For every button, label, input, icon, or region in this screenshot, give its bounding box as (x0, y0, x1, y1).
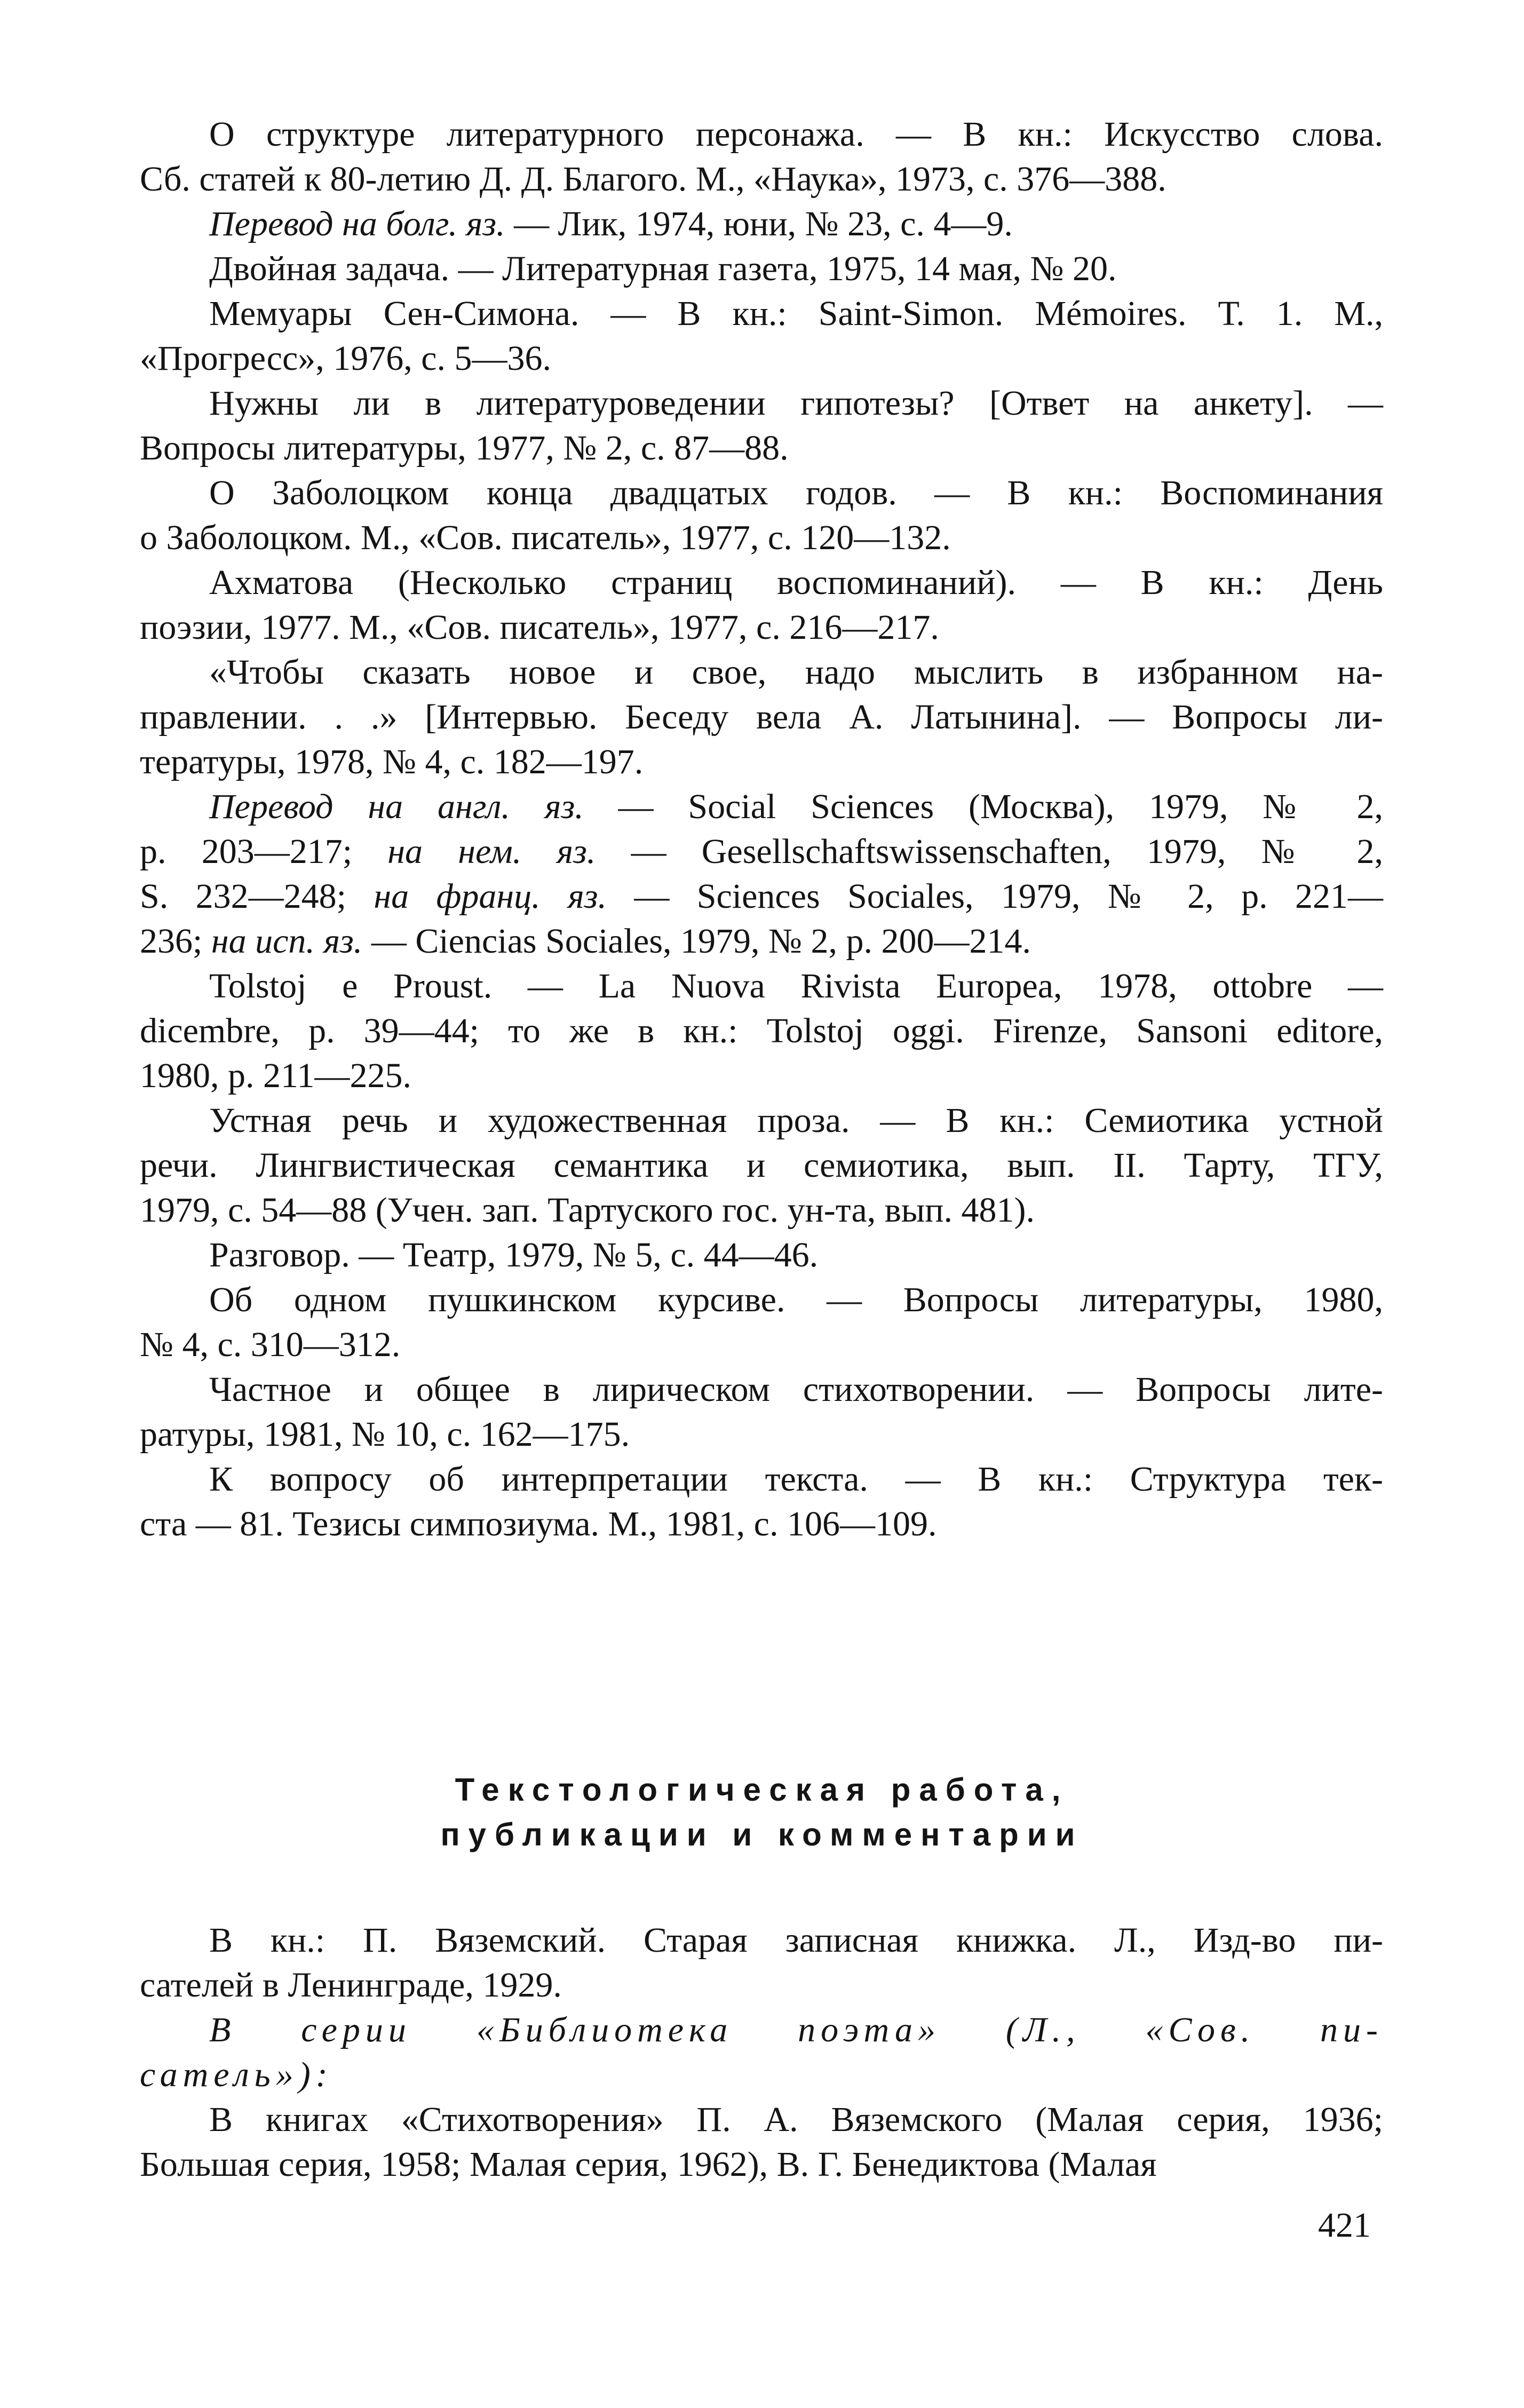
text-run: — Gesellschaftswissenschaften, 1979, № 2, (596, 832, 1383, 871)
text-run: Ахматова (Несколько страниц воспоминаний). — В кн.: День (209, 563, 1383, 602)
bibliography-line (209, 291, 1383, 336)
bibliography-line (140, 157, 1166, 202)
text-run: p. 203—217; (140, 832, 388, 871)
text-run: сателей в Ленинграде, 1929. (140, 1966, 562, 2005)
text-run: В книгах «Стихотворения» П. А. Вяземского (Малая серия, 1936; (209, 2100, 1383, 2139)
bibliography-line (140, 1188, 1035, 1233)
bibliography-line (209, 1278, 1383, 1322)
italic-text: Перевод на болг. яз. (209, 204, 505, 243)
text-run: К вопросу об интерпретации текста. — В кн.: Структура тек- (209, 1460, 1383, 1499)
bibliography-line (140, 1009, 1383, 1054)
text-run: — Лик, 1974, юни, № 23, с. 4—9. (505, 204, 1013, 243)
text-run: Большая серия, 1958; Малая серия, 1962), В. Г. Бенедиктова (Малая (140, 2145, 1157, 2184)
section-line (209, 1918, 1383, 1963)
text-run: Нужны ли в литературоведении гипотезы? [Ответ на анкету]. — (209, 384, 1383, 423)
section-heading-line-2: публикации и комментарии (440, 1817, 1084, 1852)
bibliography-line (209, 471, 1383, 516)
text-run: dicembre, p. 39—44; то же в кн.: Tolstoj oggi. Firenze, Sansoni editore, (140, 1011, 1383, 1050)
bibliography-line (140, 1143, 1383, 1188)
text-run: ста — 81. Тезисы симпозиума. М., 1981, с. 106—109. (140, 1504, 937, 1543)
bibliography-line (140, 516, 951, 560)
bibliography-line (140, 695, 1383, 740)
text-run: Сб. статей к 80-летию Д. Д. Благого. М., «Наука», 1973, с. 376—388. (140, 160, 1166, 199)
bibliography-line (209, 381, 1383, 426)
bibliography-line (209, 1367, 1383, 1412)
bibliography-line (140, 740, 643, 785)
text-run: правлении. . .» [Интервью. Беседу вела А. Латынина]. — Вопросы ли- (140, 698, 1383, 736)
italic-text: на исп. яз. (211, 922, 363, 961)
text-run: о Заболоцком. М., «Сов. писатель», 1977, с. 120—132. (140, 518, 951, 557)
section-line (140, 2142, 1157, 2187)
section-line (140, 1963, 562, 2008)
bibliography-line (209, 650, 1383, 695)
text-run: «Чтобы сказать новое и свое, надо мыслить в избранном на- (209, 653, 1383, 692)
text-run: 1979, с. 54—88 (Учен. зап. Тартуского гос. ун-та, вып. 481). (140, 1191, 1035, 1230)
bibliography-line (209, 1233, 818, 1278)
text-run: Tolstoj e Proust. — La Nuova Rivista Europea, 1978, ottobre — (209, 967, 1383, 1005)
text-run: Об одном пушкинском курсиве. — Вопросы литературы, 1980, (209, 1280, 1383, 1319)
section-heading-line-1: Текстологическая работа, (455, 1772, 1069, 1808)
section-line (209, 2097, 1383, 2142)
bibliography-line (209, 247, 1116, 291)
bibliography-line (209, 560, 1383, 605)
bibliography-line (140, 426, 789, 471)
text-run: Двойная задача. — Литературная газета, 1975, 14 мая, № 20. (209, 249, 1117, 288)
text-run: поэзии, 1977. М., «Сов. писатель», 1977, с. 216—217. (140, 608, 939, 647)
page-number: 421 (1318, 2206, 1371, 2245)
text-run: 1980, p. 211—225. (140, 1056, 412, 1095)
text-run: Мемуары Сен-Симона. — В кн.: Saint-Simon. Mémoires. Т. 1. М., (209, 294, 1383, 333)
text-run: «Прогресс», 1976, с. 5—36. (140, 339, 552, 378)
bibliography-line (140, 1502, 936, 1547)
text-run: — Sciences Sociales, 1979, № 2, p. 221— (606, 877, 1383, 916)
section-line (209, 2008, 1383, 2053)
italic-text: В серии «Библиотека поэта» (Л., «Сов. пи- (209, 2010, 1383, 2049)
bibliography-line (209, 112, 1383, 157)
bibliography-line (140, 336, 551, 381)
bibliography-line (140, 874, 1383, 919)
bibliography-line (140, 829, 1383, 874)
text-run: № 4, с. 310—312. (140, 1325, 401, 1364)
bibliography-line (140, 1322, 400, 1367)
italic-text: сатель»): (140, 2055, 333, 2094)
text-run: 236; (140, 922, 211, 961)
italic-text: Перевод на англ. яз. (209, 787, 584, 826)
bibliography-line (140, 1054, 411, 1098)
text-run: Вопросы литературы, 1977, № 2, с. 87—88. (140, 429, 789, 468)
text-run: ратуры, 1981, № 10, с. 162—175. (140, 1415, 630, 1454)
bibliography-line (209, 1098, 1383, 1143)
section-line (140, 2053, 333, 2097)
text-run: тературы, 1978, № 4, с. 182—197. (140, 742, 644, 781)
bibliography-line (140, 919, 1031, 964)
bibliography-line (209, 202, 1013, 247)
text-run: — Ciencias Sociales, 1979, № 2, p. 200—214. (362, 922, 1031, 961)
italic-text: на франц. яз. (374, 877, 607, 916)
bibliography-line (209, 964, 1383, 1009)
italic-text: на нем. яз. (387, 832, 596, 871)
bibliography-line (209, 1457, 1383, 1502)
text-run: Устная речь и художественная проза. — В кн.: Семиотика устной (209, 1101, 1383, 1140)
text-run: — Social Sciences (Москва), 1979, № 2, (583, 787, 1383, 826)
text-run: О структуре литературного персонажа. — В кн.: Искусство слова. (209, 115, 1383, 154)
bibliography-line (209, 785, 1383, 829)
text-run: Разговор. — Театр, 1979, № 5, с. 44—46. (209, 1235, 819, 1274)
text-run: В кн.: П. Вяземский. Старая записная книжка. Л., Изд-во пи- (209, 1921, 1383, 1960)
text-run: речи. Лингвистическая семантика и семиотика, вып. II. Тарту, ТГУ, (140, 1146, 1383, 1185)
text-run: Частное и общее в лирическом стихотворении. — Вопросы лите- (209, 1370, 1383, 1409)
bibliography-line (140, 605, 939, 650)
text-run: О Заболоцком конца двадцатых годов. — В кн.: Воспоминания (209, 473, 1383, 512)
text-run: S. 232—248; (140, 877, 374, 916)
bibliography-line (140, 1412, 630, 1457)
